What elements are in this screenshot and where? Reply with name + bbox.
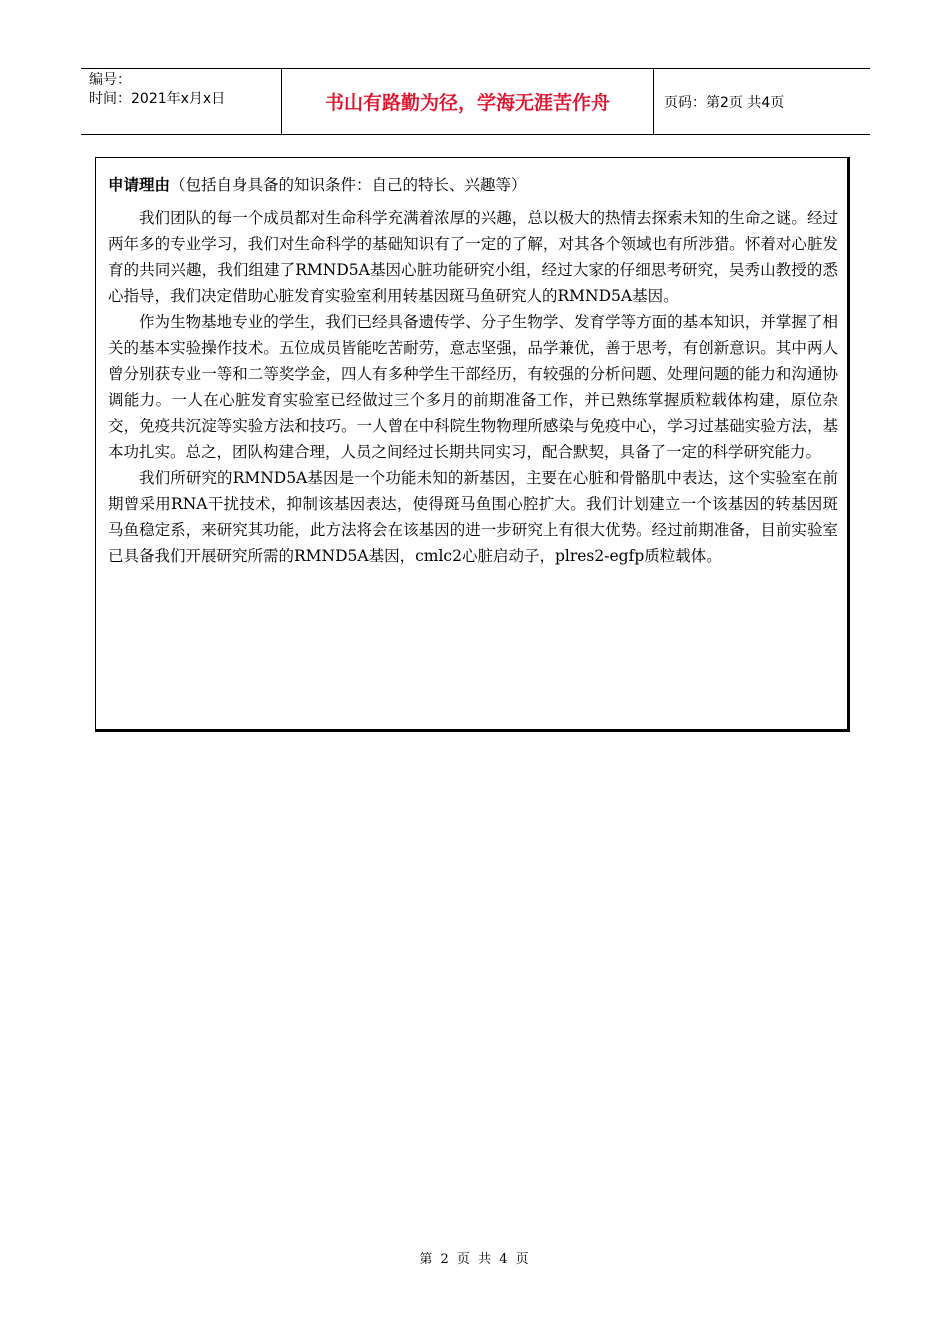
header-motto: 书山有路勤为径，学海无涯苦作舟: [281, 69, 654, 134]
header-meta: [81, 69, 281, 134]
paragraph-2: 作为生物基地专业的学生，我们已经具备遗传学、分子生物学、发育学等方面的基本知识，并掌握了相关的基本实验操作技术。五位成员皆能吃苦耐劳，意志坚强，品学兼优，善于思考，有创新意识。其中两人曾分别获专业一等和二等奖学金，四人有多种学生干部经历，有较强的分析问题、处理问题的能力和沟通协调能力。一人在心脏发育实验室已经做过三个多月的前期准备工作，并已熟练掌握质粒载体构建，原位杂交，免疫共沉淀等实验方法和技巧。一人曾在中科院生物物理所感染与免疫中心，学习过基础实验方法，基本功扎实。总之，团队构建合理，人员之间经过长期共同实习，配合默契，具备了一定的科学研究能力。: [108, 313, 838, 461]
time-label: 时间：2021年x月x日: [89, 91, 226, 107]
section-title-note: （包括自身具备的知识条件：自己的特长、兴趣等）: [170, 176, 527, 194]
section-title-bold: 申请理由: [108, 176, 171, 194]
header-page-info: 页码：第2页 共4页: [664, 94, 785, 111]
application-reason-box: [95, 157, 850, 732]
number-label: 编号：: [89, 72, 131, 88]
page-header: [81, 68, 870, 135]
page-footer: 第 2 页 共 4 页: [419, 1252, 531, 1267]
paragraph-1: 我们团队的每一个成员都对生命科学充满着浓厚的兴趣，总以极大的热情去探索未知的生命之谜。经过两年多的专业学习，我们对生命科学的基础知识有了一定的了解，对其各个领域也有所涉猎。怀着对心脏发育的共同兴趣，我们组建了RMND5A基因心脏功能研究小组，经过大家的仔细思考研究，吴秀山教授的悉心指导，我们决定借助心脏发育实验室利用转基因斑马鱼研究人的RMND5A基因。: [108, 209, 838, 305]
paragraph-3: 我们所研究的RMND5A基因是一个功能未知的新基因，主要在心脏和骨骼肌中表达，这个实验室在前期曾采用RNA干扰技术，抑制该基因表达，使得斑马鱼围心腔扩大。我们计划建立一个该基因的转基因斑马鱼稳定系，来研究其功能，此方法将会在该基因的进一步研究上有很大优势。经过前期准备，目前实验室已具备我们开展研究所需的RMND5A基因，cmlc2心脏启动子，plres2-egfp质粒载体。: [108, 469, 838, 565]
section-title: [108, 174, 838, 196]
